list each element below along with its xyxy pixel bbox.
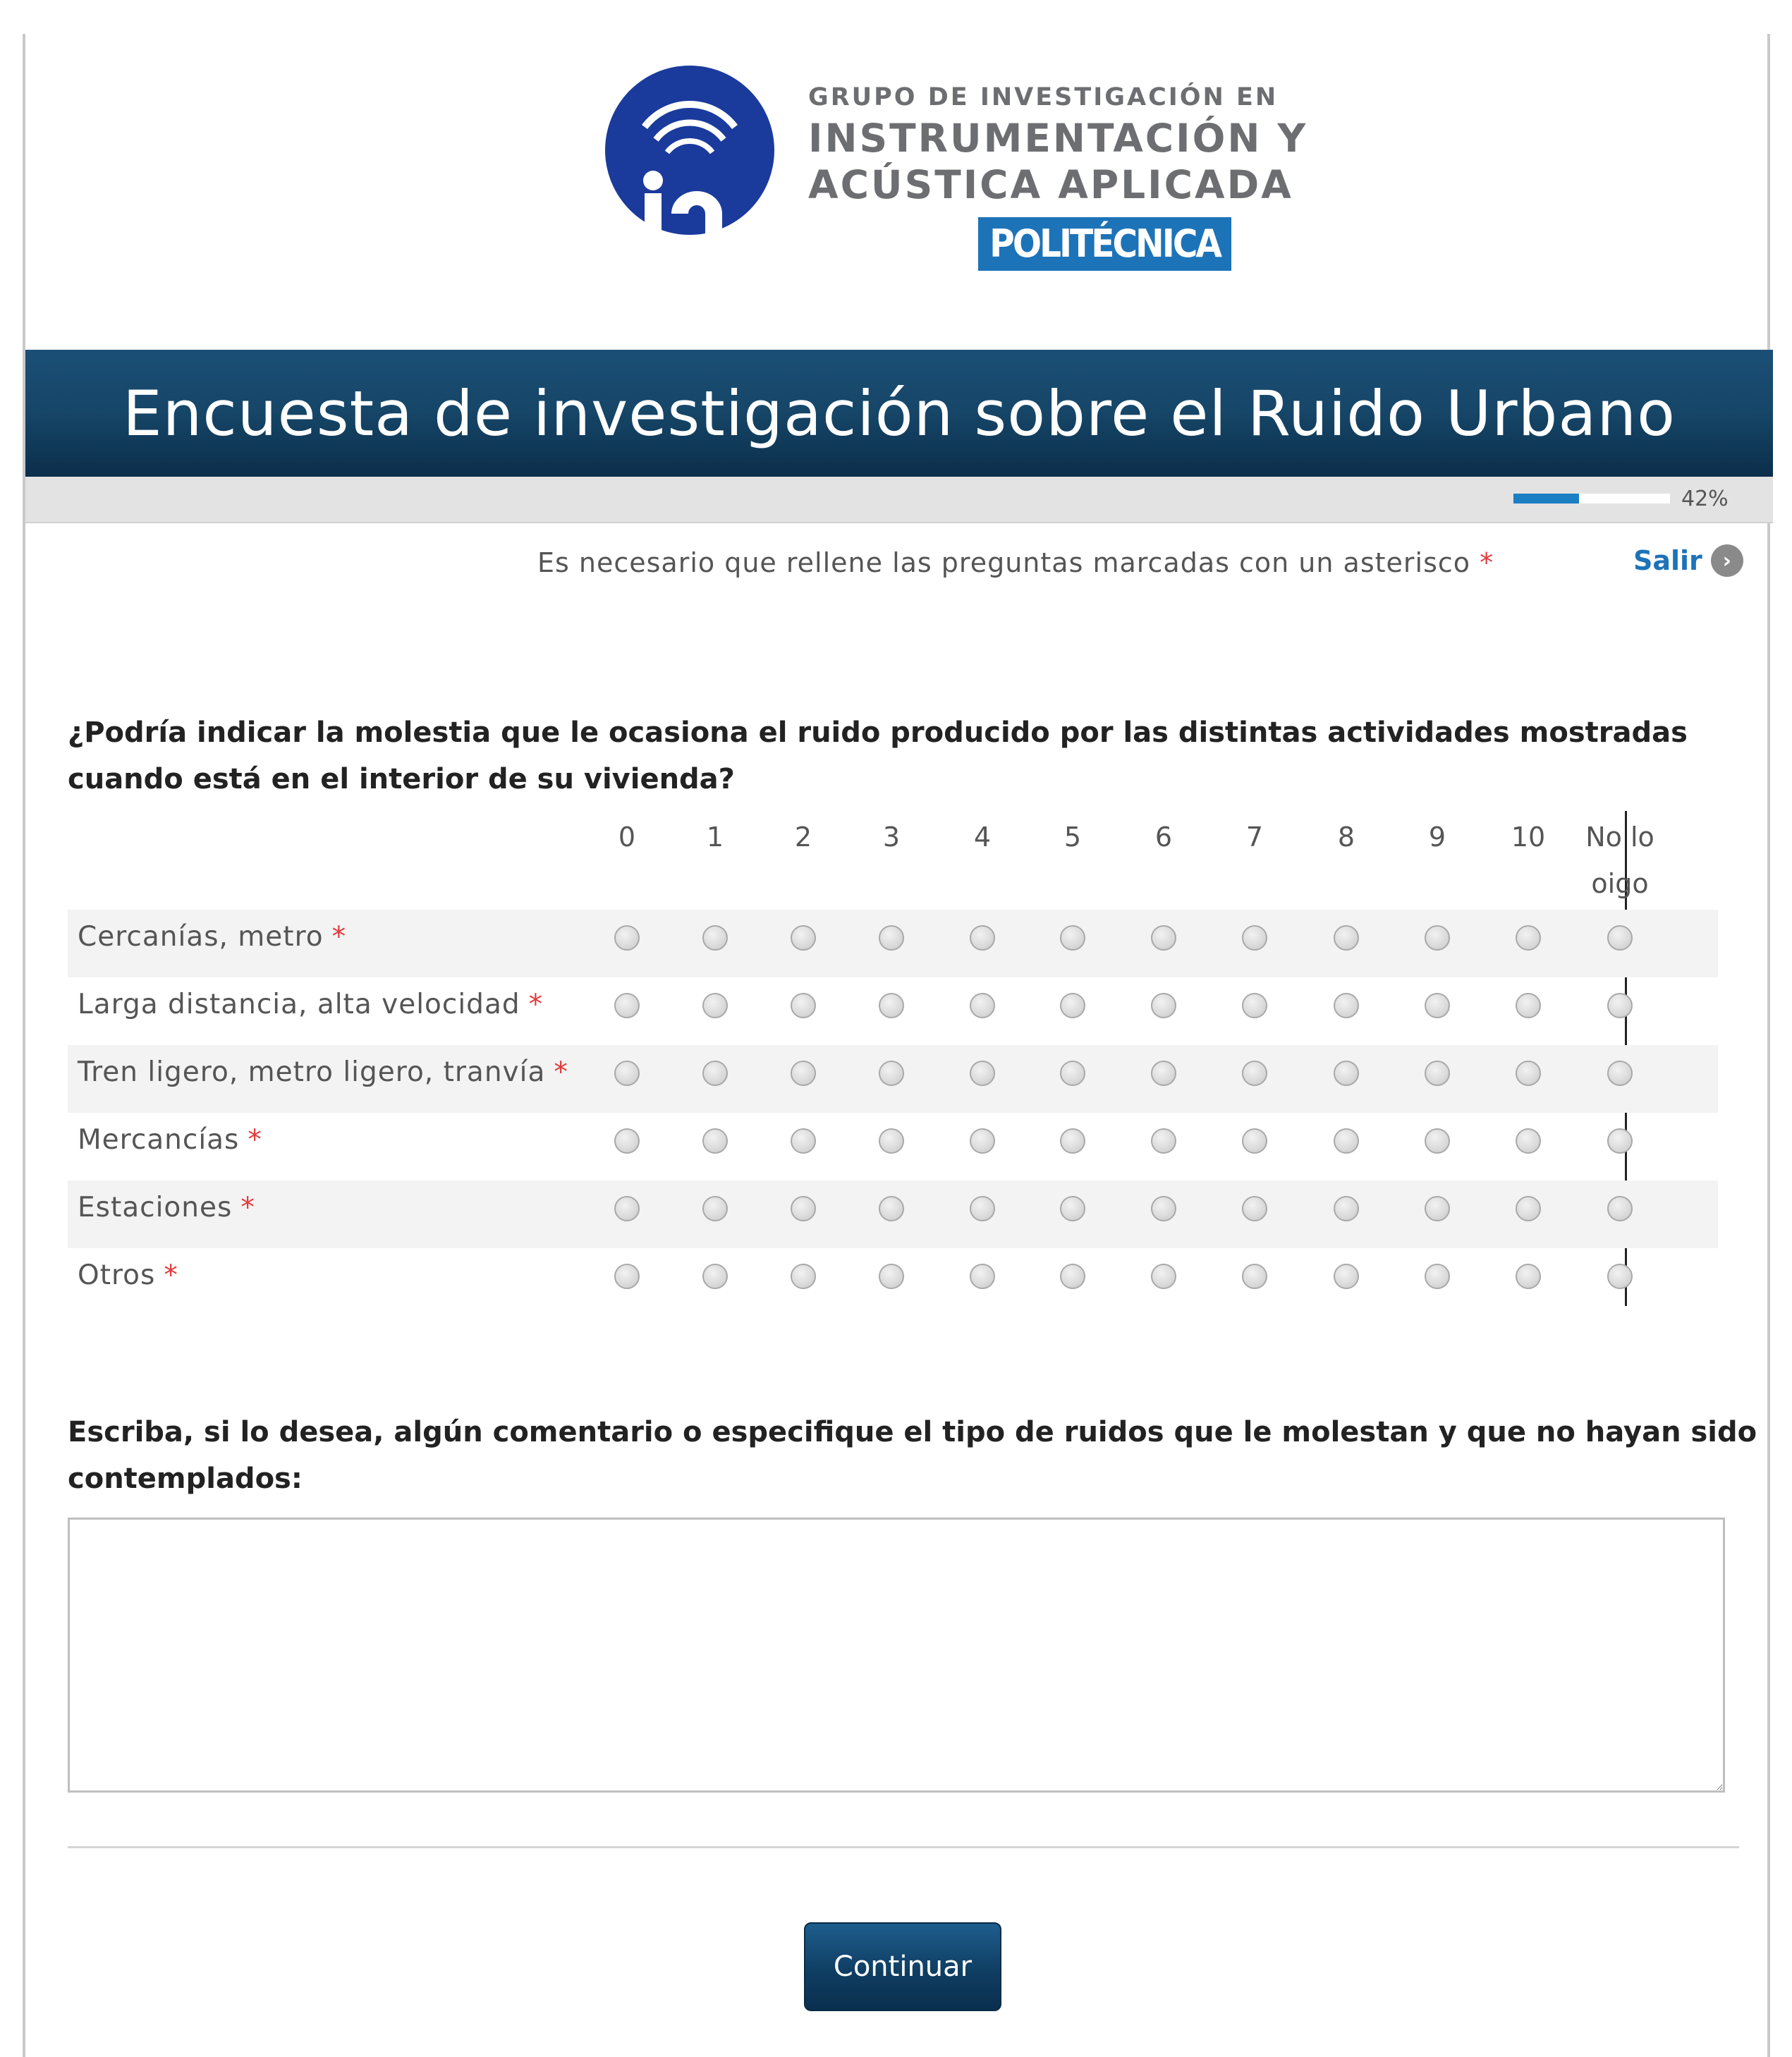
rating-radio[interactable] <box>1242 1061 1267 1086</box>
rating-radio[interactable] <box>879 1061 904 1086</box>
rating-radio[interactable] <box>791 1264 816 1289</box>
matrix-row <box>68 1248 1718 1316</box>
rating-radio[interactable] <box>1607 993 1633 1018</box>
rating-radio[interactable] <box>1060 1196 1085 1221</box>
rating-radio[interactable] <box>1242 1264 1267 1289</box>
row-label-text: Larga distancia, alta velocidad <box>78 989 520 1020</box>
question-2-title: Escriba, si lo desea, algún comentario o especifique el tipo de ruidos que le molestan y que no hayan sido contemplados: <box>68 1416 1757 1495</box>
row-label-text: Cercanías, metro <box>78 921 324 953</box>
row-label <box>78 921 346 953</box>
rating-radio[interactable] <box>1242 1196 1267 1221</box>
rating-radio[interactable] <box>1607 1196 1633 1221</box>
rating-radio[interactable] <box>1516 925 1541 951</box>
rating-radio[interactable] <box>702 993 728 1018</box>
exit-link[interactable] <box>1633 544 1743 577</box>
rating-radio[interactable] <box>1060 1264 1085 1289</box>
rating-radio[interactable] <box>1242 993 1267 1018</box>
rating-radio[interactable] <box>791 993 816 1018</box>
rating-radio[interactable] <box>970 993 995 1018</box>
rating-radio[interactable] <box>702 925 728 951</box>
rating-radio[interactable] <box>1334 1128 1359 1154</box>
matrix-header <box>68 811 1718 910</box>
rating-radio[interactable] <box>614 993 640 1018</box>
rating-radio[interactable] <box>1242 1128 1267 1154</box>
rating-radio[interactable] <box>791 925 816 951</box>
rating-radio[interactable] <box>1425 1264 1450 1289</box>
column-header: 8 <box>1337 822 1355 853</box>
rating-radio[interactable] <box>1516 1196 1541 1221</box>
row-label <box>78 1192 255 1223</box>
matrix-row <box>68 1180 1718 1248</box>
row-label-text: Tren ligero, metro ligero, tranvía <box>78 1056 546 1088</box>
rating-radio[interactable] <box>879 1264 904 1289</box>
row-label <box>78 1259 178 1291</box>
comment-textarea[interactable] <box>68 1518 1725 1793</box>
rating-radio[interactable] <box>614 1061 640 1086</box>
rating-radio[interactable] <box>1151 925 1176 951</box>
rating-radio[interactable] <box>1060 925 1085 951</box>
progress-bar-fill <box>1513 494 1579 503</box>
matrix-rows <box>68 910 1718 1316</box>
rating-radio[interactable] <box>1060 1061 1085 1086</box>
required-asterisk: * <box>240 1192 255 1223</box>
rating-radio[interactable] <box>702 1264 728 1289</box>
rating-radio[interactable] <box>614 1264 640 1289</box>
required-asterisk: * <box>1480 547 1494 578</box>
rating-matrix <box>68 811 1718 1316</box>
rating-radio[interactable] <box>1516 1128 1541 1154</box>
exit-label: Salir <box>1633 545 1702 576</box>
rating-radio[interactable] <box>1334 1061 1359 1086</box>
logo-line-2: INSTRUMENTACIÓN Y <box>808 116 1308 161</box>
column-header: 1 <box>706 822 724 853</box>
row-label-text: Estaciones <box>78 1192 233 1223</box>
matrix-row <box>68 1113 1718 1180</box>
rating-radio[interactable] <box>1516 993 1541 1018</box>
rating-radio[interactable] <box>1425 1128 1450 1154</box>
column-header: 2 <box>794 822 812 853</box>
rating-radio[interactable] <box>1334 993 1359 1018</box>
logo-line-1: GRUPO DE INVESTIGACIÓN EN <box>808 83 1279 111</box>
rating-radio[interactable] <box>1516 1264 1541 1289</box>
row-label <box>78 989 543 1020</box>
rating-radio[interactable] <box>970 925 995 951</box>
progress-bar <box>1513 494 1670 503</box>
column-header: No lo oigo <box>1585 822 1654 899</box>
rating-radio[interactable] <box>879 925 904 951</box>
question-1-title: ¿Podría indicar la molestia que le ocasiona el ruido producido por las distintas actividades mostradas cuando está en el interior de su vivienda? <box>68 716 1688 795</box>
title-banner <box>25 350 1773 477</box>
rating-radio[interactable] <box>879 1196 904 1221</box>
rating-radio[interactable] <box>702 1196 728 1221</box>
column-header: 3 <box>882 822 901 853</box>
rating-radio[interactable] <box>1425 1196 1450 1221</box>
page-title: Encuesta de investigación sobre el Ruido Urbano <box>123 377 1676 450</box>
rating-radio[interactable] <box>970 1264 995 1289</box>
rating-radio[interactable] <box>614 925 640 951</box>
logo-line-3: ACÚSTICA APLICADA <box>808 162 1293 207</box>
rating-radio[interactable] <box>1607 1128 1633 1154</box>
rating-radio[interactable] <box>1242 925 1267 951</box>
rating-radio[interactable] <box>1607 925 1633 951</box>
rating-radio[interactable] <box>1425 1061 1450 1086</box>
rating-radio[interactable] <box>791 1128 816 1154</box>
rating-radio[interactable] <box>970 1128 995 1154</box>
rating-radio[interactable] <box>970 1196 995 1221</box>
rating-radio[interactable] <box>1425 925 1450 951</box>
chevron-right-icon: › <box>1711 544 1743 577</box>
rating-radio[interactable] <box>1060 1128 1085 1154</box>
survey-frame <box>23 34 1770 2057</box>
required-asterisk: * <box>164 1259 178 1291</box>
continue-button[interactable]: Continuar <box>804 1922 1001 2011</box>
logo-wordmark <box>808 80 1308 208</box>
rating-radio[interactable] <box>1060 993 1085 1018</box>
rating-radio[interactable] <box>1425 993 1450 1018</box>
column-header: 9 <box>1428 822 1446 853</box>
logo-badge: POLITÉCNICA <box>978 217 1231 271</box>
rating-radio[interactable] <box>1607 1061 1633 1086</box>
rating-radio[interactable] <box>1334 1264 1359 1289</box>
row-label <box>78 1124 262 1156</box>
column-header: 10 <box>1511 822 1546 853</box>
rating-radio[interactable] <box>791 1196 816 1221</box>
column-header: 7 <box>1245 822 1264 853</box>
rating-radio[interactable] <box>1151 1128 1176 1154</box>
rating-radio[interactable] <box>1607 1264 1633 1289</box>
rating-radio[interactable] <box>879 1128 904 1154</box>
rating-radio[interactable] <box>970 1061 995 1086</box>
rating-radio[interactable] <box>614 1196 640 1221</box>
row-label <box>78 1056 568 1088</box>
rating-radio[interactable] <box>1151 1196 1176 1221</box>
required-notice <box>25 542 1773 584</box>
column-header: 0 <box>618 822 636 853</box>
rating-radio[interactable] <box>614 1128 640 1154</box>
rating-radio[interactable] <box>1151 993 1176 1018</box>
row-label-text: Otros <box>78 1259 156 1291</box>
rating-radio[interactable] <box>1516 1061 1541 1086</box>
rating-radio[interactable] <box>1334 925 1359 951</box>
rating-radio[interactable] <box>1151 1264 1176 1289</box>
logo-emblem-icon <box>604 62 780 238</box>
required-notice-text <box>537 547 1494 578</box>
rating-radio[interactable] <box>1334 1196 1359 1221</box>
rating-radio[interactable] <box>702 1061 728 1086</box>
divider <box>68 1846 1739 1848</box>
required-asterisk: * <box>528 989 544 1020</box>
required-notice-label: Es necesario que rellene las preguntas marcadas con un asterisco <box>537 547 1471 578</box>
column-header: 5 <box>1063 822 1082 853</box>
column-header: 6 <box>1154 822 1173 853</box>
matrix-row <box>68 910 1718 977</box>
row-label-text: Mercancías <box>78 1124 240 1156</box>
column-header: 4 <box>973 822 992 853</box>
progress-strip <box>25 477 1773 523</box>
rating-radio[interactable] <box>879 993 904 1018</box>
rating-radio[interactable] <box>791 1061 816 1086</box>
progress-label: 42% <box>1681 487 1729 511</box>
required-asterisk: * <box>248 1124 262 1156</box>
required-asterisk: * <box>554 1056 568 1088</box>
matrix-row <box>68 977 1718 1045</box>
matrix-row <box>68 1045 1718 1113</box>
required-asterisk: * <box>331 921 347 953</box>
rating-radio[interactable] <box>702 1128 728 1154</box>
rating-radio[interactable] <box>1151 1061 1176 1086</box>
logo <box>604 48 1308 266</box>
